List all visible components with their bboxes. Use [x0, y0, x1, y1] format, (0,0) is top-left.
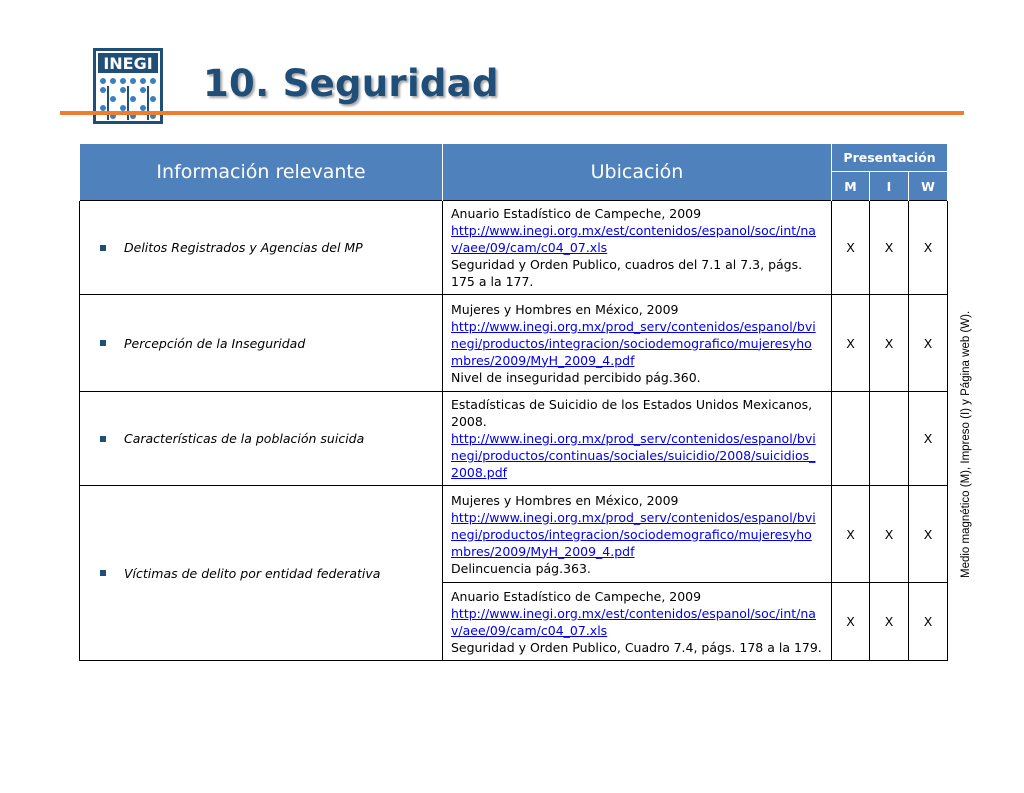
source-title: Estadísticas de Suicidio de los Estados Unidos Mexicanos, 2008.: [451, 397, 813, 429]
mark-m: X: [832, 201, 870, 295]
source-note: Nivel de inseguridad percibido pág.360.: [451, 369, 701, 385]
table-row: [80, 392, 948, 486]
header-ubicacion: Ubicación: [443, 144, 832, 201]
mark-m: [832, 392, 870, 486]
source-link[interactable]: http://www.inegi.org.mx/prod_serv/contenidos/espanol/bvinegi/productos/continuas/sociales/suicidio/2008/suicidios_2008.pdf: [451, 431, 816, 480]
mark-w: X: [909, 201, 948, 295]
location-cell: [443, 295, 832, 392]
topic-cell: [80, 201, 443, 295]
topic-label: Delitos Registrados y Agencias del MP: [124, 240, 363, 255]
presentation-legend: Medio magnético (M), Impreso (I) y Página web (W).: [960, 310, 972, 578]
header-informacion: Información relevante: [80, 144, 443, 201]
table-row: [80, 201, 948, 295]
mark-m: X: [832, 583, 870, 661]
location-cell: [443, 201, 832, 295]
topic-label: Víctimas de delito por entidad federativa: [124, 565, 381, 581]
header-i: I: [870, 172, 909, 201]
mark-i: X: [870, 486, 909, 583]
mark-w: X: [909, 583, 948, 661]
mark-w: X: [909, 295, 948, 392]
bullet-icon: [100, 436, 106, 442]
info-table: [79, 144, 948, 661]
topic-cell: [80, 295, 443, 392]
location-cell: [443, 392, 832, 486]
mark-m: X: [832, 295, 870, 392]
source-link[interactable]: http://www.inegi.org.mx/est/contenidos/espanol/soc/int/nav/aee/09/cam/c04_07.xls: [451, 223, 816, 255]
mark-i: X: [870, 583, 909, 661]
source-link[interactable]: http://www.inegi.org.mx/prod_serv/contenidos/espanol/bvinegi/productos/integracion/sociodemografico/mujeresyhombres/2009/MyH_2009_4.pdf: [451, 318, 816, 368]
location-cell: [443, 583, 832, 661]
location-cell: [443, 486, 832, 583]
header-m: M: [832, 172, 870, 201]
topic-cell: [80, 392, 443, 486]
mark-i: X: [870, 201, 909, 295]
source-title: Anuario Estadístico de Campeche, 2009: [451, 206, 702, 221]
bullet-icon: [100, 340, 106, 346]
source-title: Anuario Estadístico de Campeche, 2009: [451, 588, 702, 604]
topic-label: Percepción de la Inseguridad: [124, 335, 306, 351]
topic-label: Características de la población suicida: [124, 431, 365, 446]
mark-i: [870, 392, 909, 486]
mark-w: X: [909, 486, 948, 583]
table-row: [80, 295, 948, 392]
table-row: [80, 486, 948, 583]
topic-cell: [80, 486, 443, 661]
header-w: W: [909, 172, 948, 201]
source-note: Seguridad y Orden Publico, cuadros del 7.1 al 7.3, págs. 175 a la 177.: [451, 257, 803, 289]
header-presentacion: Presentación: [832, 144, 948, 172]
logo-text: INEGI: [103, 54, 153, 73]
page-title: 10. Seguridad: [203, 62, 499, 105]
source-link[interactable]: http://www.inegi.org.mx/est/contenidos/espanol/soc/int/nav/aee/09/cam/c04_07.xls: [451, 605, 816, 638]
source-title: Mujeres y Hombres en México, 2009: [451, 301, 679, 317]
source-title: Mujeres y Hombres en México, 2009: [451, 492, 679, 508]
source-note: Delincuencia pág.363.: [451, 560, 591, 576]
mark-w: X: [909, 392, 948, 486]
bullet-icon: [100, 245, 106, 251]
bullet-icon: [100, 570, 106, 576]
header-divider: [60, 111, 964, 115]
source-note: Seguridad y Orden Publico, Cuadro 7.4, págs. 178 a la 179.: [451, 639, 822, 655]
mark-i: X: [870, 295, 909, 392]
mark-m: X: [832, 486, 870, 583]
source-link[interactable]: http://www.inegi.org.mx/prod_serv/contenidos/espanol/bvinegi/productos/integracion/sociodemografico/mujeresyhombres/2009/MyH_2009_4.pdf: [451, 509, 816, 559]
